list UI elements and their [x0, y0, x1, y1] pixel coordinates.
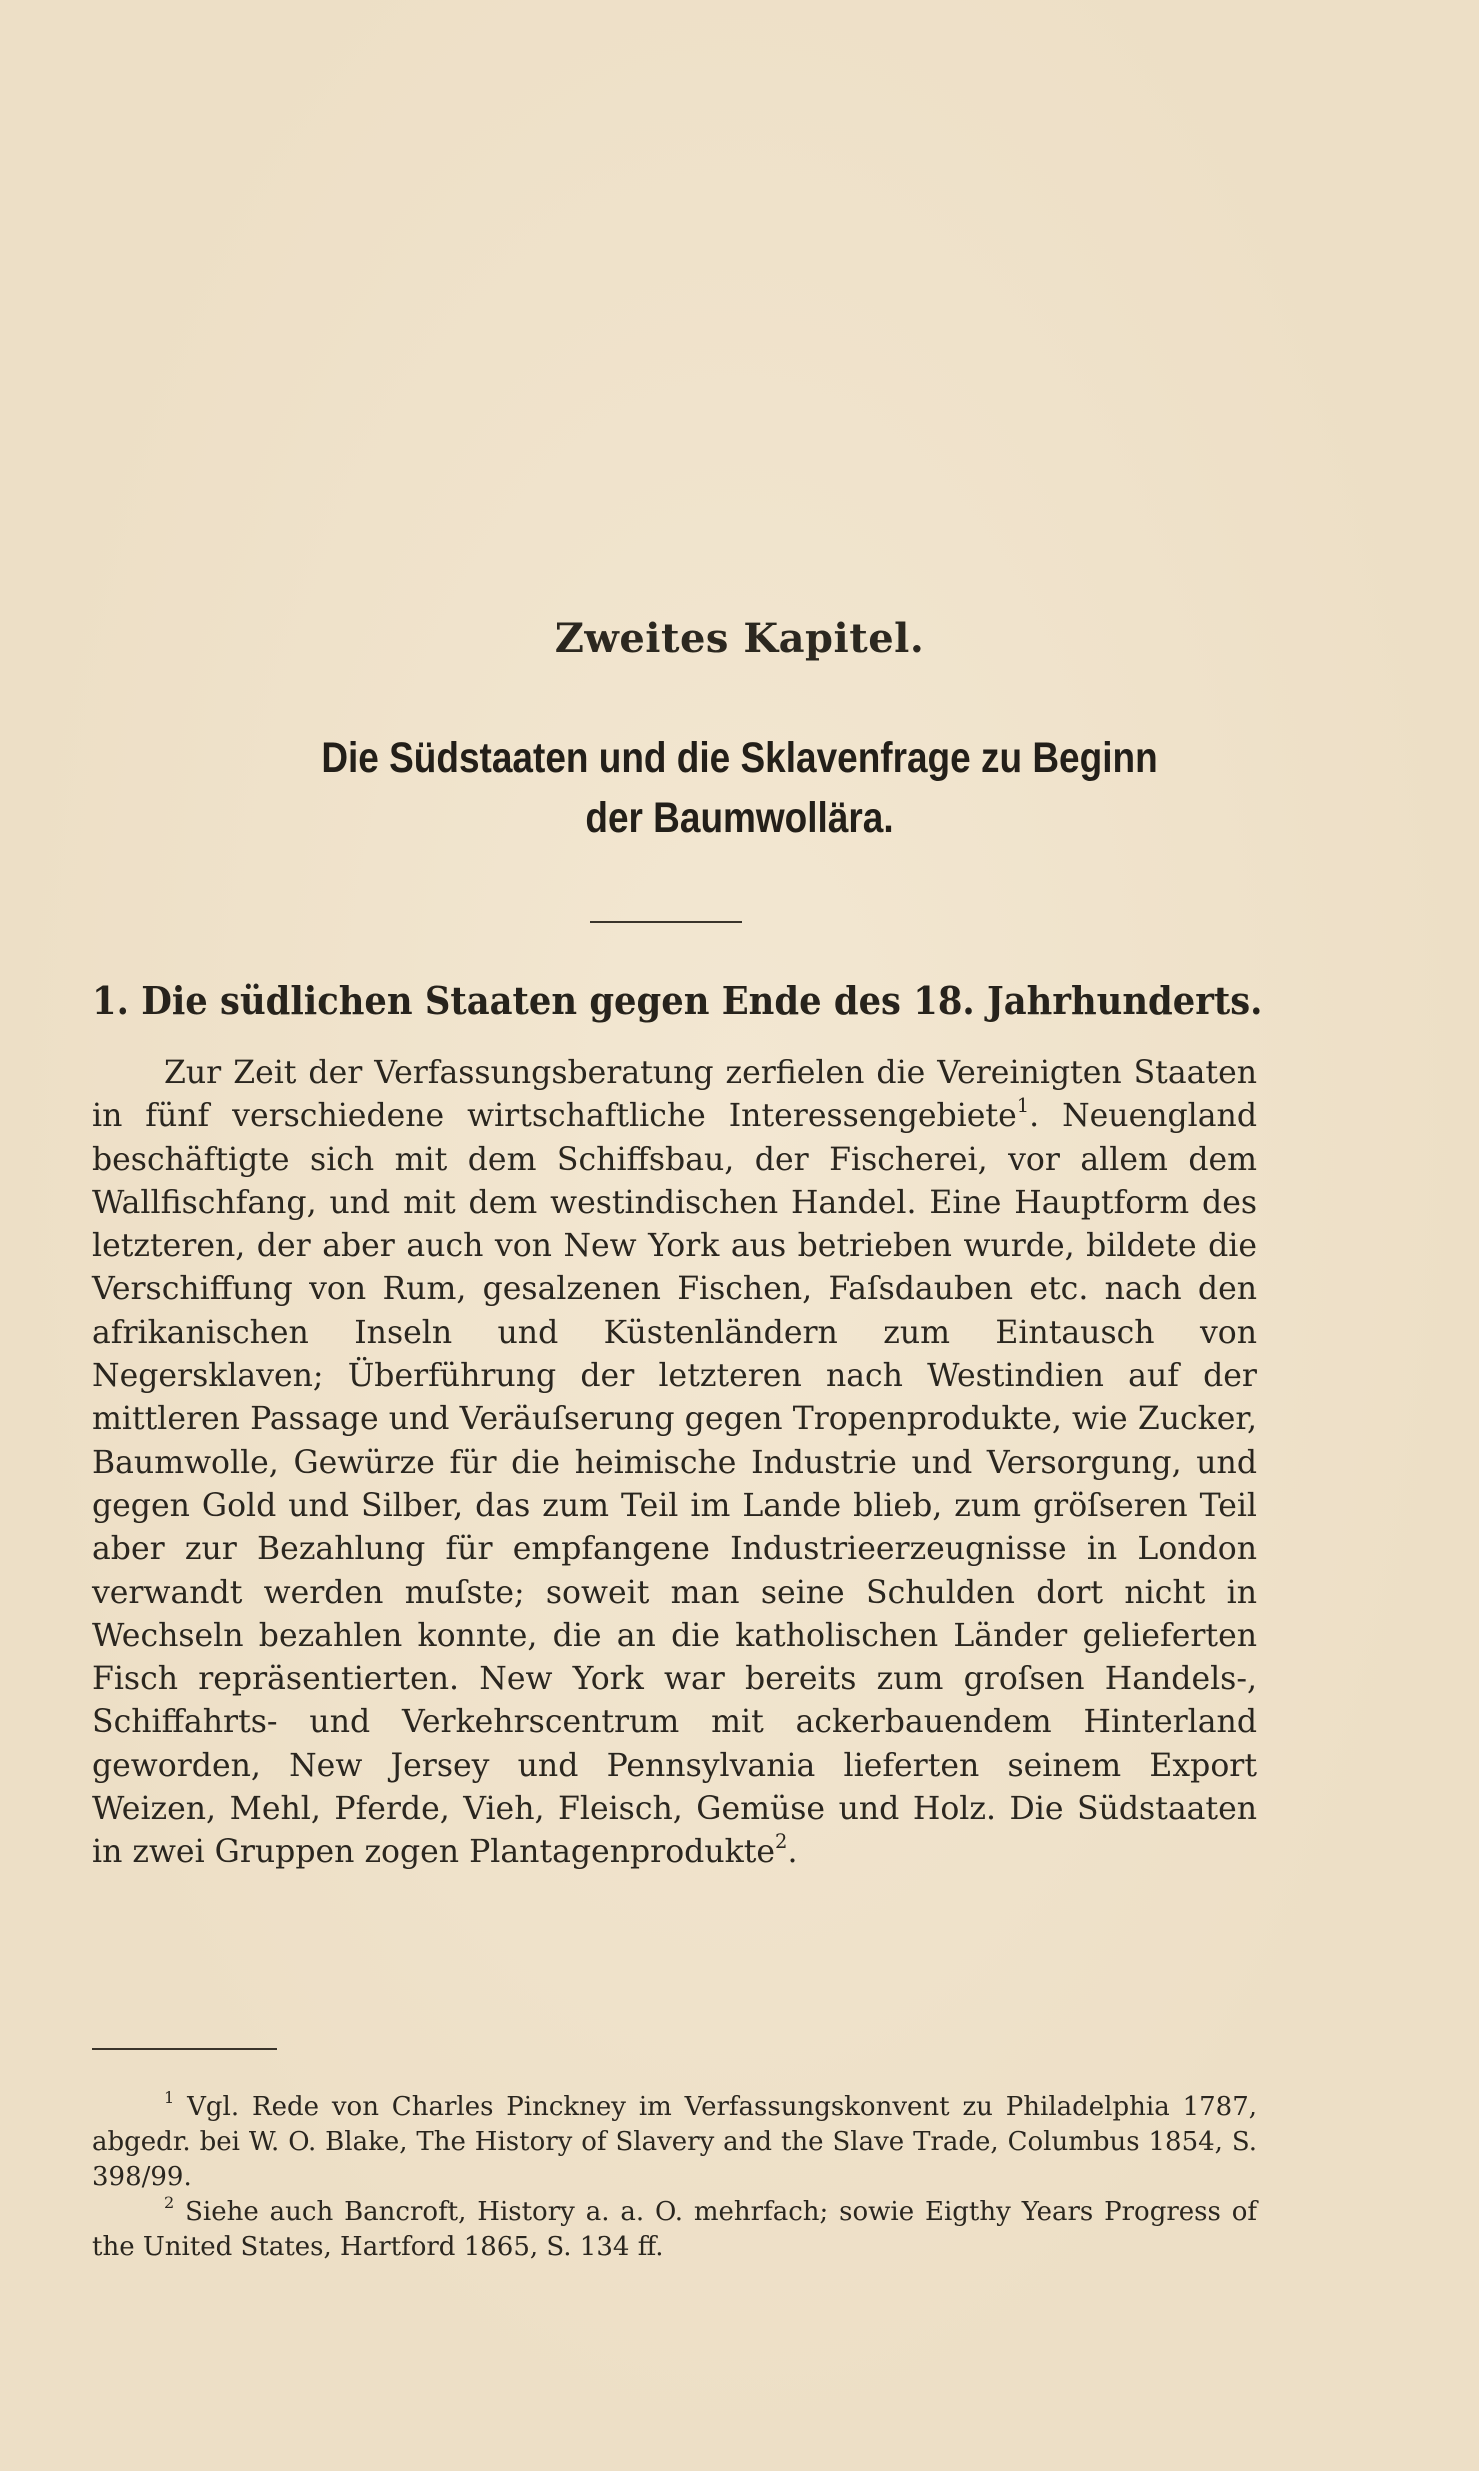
chapter-title-line-2: der Baumwollära. — [585, 794, 894, 842]
title-divider — [590, 921, 742, 923]
footnote-2-marker: 2 — [164, 2192, 175, 2212]
footnote-2 — [92, 2192, 1257, 2265]
section-heading: 1. Die südlichen Staaten gegen Ende des 18. Jahrhunderts. — [92, 978, 1263, 1023]
footnote-1-text: Vgl. Rede von Charles Pinckney im Verfassungskonvent zu Philadelphia 1787, abgedr. bei W. O. Blake, The History of Slavery and the Slave Trade, Columbus 1854, S. 398/99. — [92, 2092, 1258, 2192]
footnote-ref-1: 1 — [1016, 1093, 1030, 1117]
footnote-ref-2: 2 — [775, 1829, 788, 1853]
body-text-part-3: . — [787, 1834, 798, 1871]
chapter-title — [104, 728, 1376, 848]
body-paragraph — [92, 1052, 1257, 1875]
chapter-label: Zweites Kapitel. — [554, 615, 925, 662]
footnote-2-text: Siehe auch Bancroft, History a. a. O. mehrfach; sowie Eigthy Years Progress of the United States, Hartford 1865, S. 134 ff. — [92, 2197, 1257, 2262]
footnote-divider — [92, 2048, 277, 2050]
chapter-title-line-1: Die Südstaaten und die Sklavenfrage zu Beginn — [321, 734, 1158, 782]
body-text-part-1: Zur Zeit der Verfassungsberatung zerfielen die Vereinigten Staaten in fünf verschiedene wirtschaftliche Interessengebiete — [92, 1055, 1257, 1135]
body-text-part-2: . Neuengland beschäftigte sich mit dem Schiffsbau, der Fischerei, vor allem dem Wallfischfang, und mit dem westindischen Handel. Eine Hauptform des letzteren, der aber auch von New York aus betrieben wurde, bildete die Verschiffung von Rum, gesalzenen Fischen, Faſsdauben etc. nach den afrikanischen Inseln und Küstenländern zum Eintausch von Negersklaven; Überführung der letzteren nach Westindien auf der mittleren Passage und Veräuſserung gegen Tropenprodukte, wie Zucker, Baumwolle, Gewürze für die heimische Industrie und Versorgung, und gegen Gold und Silber, das zum Teil im Lande blieb, zum gröſseren Teil aber zur Bezahlung für empfangene Industrieerzeugnisse in London verwandt werden muſste; soweit man seine Schulden dort nicht in Wechseln bezahlen konnte, die an die katholischen Länder gelieferten Fisch repräsentierten. New York war bereits zum groſsen Handels-, Schiffahrts- und Verkehrscentrum mit ackerbauendem Hinterland geworden, New Jersey und Pennsylvania lieferten seinem Export Weizen, Mehl, Pferde, Vieh, Fleisch, Gemüse und Holz. Die Südstaaten in zwei Gruppen zogen Plantagenprodukte — [92, 1098, 1257, 1871]
footnote-1-marker: 1 — [164, 2087, 175, 2107]
footnote-1 — [92, 2087, 1258, 2195]
footnotes — [92, 2087, 1258, 2265]
